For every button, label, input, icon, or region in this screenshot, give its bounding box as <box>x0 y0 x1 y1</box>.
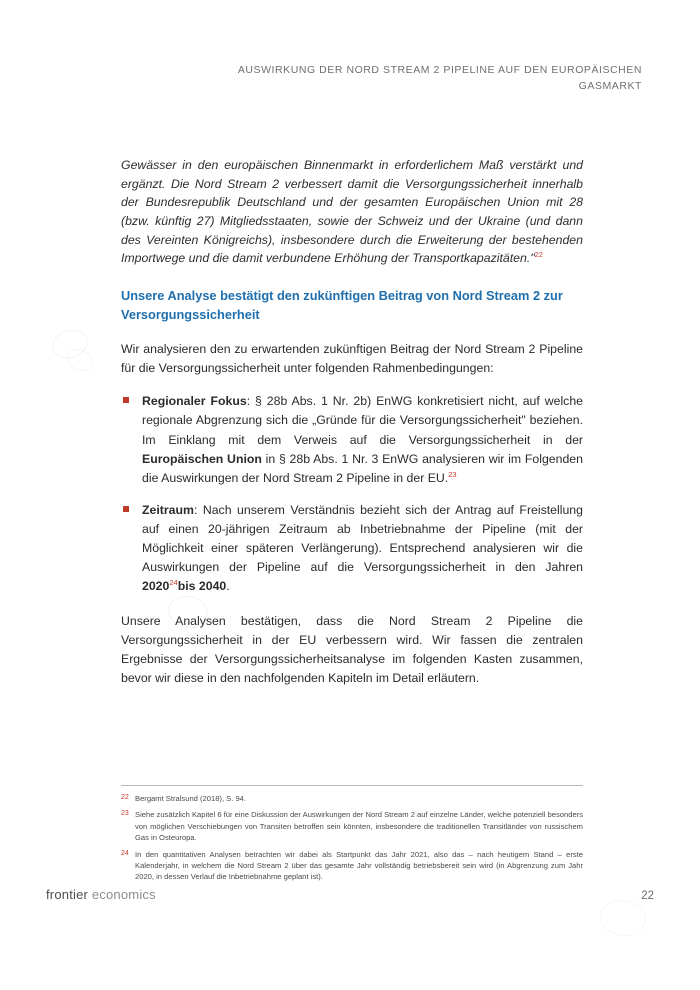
bullet-label-regionaler-fokus: Regionaler Fokus <box>142 394 247 409</box>
page-number: 22 <box>641 890 654 902</box>
square-bullet-icon <box>123 506 129 512</box>
brand-logo <box>46 887 156 902</box>
footnote-ref-24: 24 <box>169 577 178 587</box>
brand-name-sub: economics <box>91 887 156 902</box>
running-header-line-1: AUSWIRKUNG DER NORD STREAM 2 PIPELINE AUF DEN EUROPÄISCHEN <box>237 64 642 76</box>
footnote-ref-23: 23 <box>448 469 457 479</box>
bullet-text-part-1: : § 28b Abs. 1 Nr. 2b) EnWG konkretisiert nicht, auf welche regionale Abgrenzung sich die „Gründe für die Versorgungssicherheit" beziehen. Im Einklang mit dem Verweis auf die Versorgungssicherheit in der <box>142 394 583 447</box>
bullet-label-zeitraum: Zeitraum <box>142 502 194 517</box>
main-content <box>121 156 583 688</box>
scan-artifact <box>49 325 92 363</box>
page-title: Unsere Analyse bestätigt den zukünftigen Beitrag von Nord Stream 2 zur Versorgungssicherheit <box>121 288 563 322</box>
running-header <box>0 62 642 95</box>
bullet-list <box>121 392 583 596</box>
scan-artifact <box>63 345 96 374</box>
footnote-entry <box>121 809 583 843</box>
brand-name-main: frontier <box>46 887 89 902</box>
bullet-bold-europaeische-union: Europäischen Union <box>142 451 262 466</box>
block-quote <box>121 156 583 268</box>
list-item <box>121 392 583 487</box>
running-header-line-2: GASMARKT <box>578 80 642 93</box>
footnote-number: 23 <box>121 810 129 818</box>
bullet-text-part-2: in § 28b Abs. 1 Nr. 3 EnWG analysieren wir im Folgenden die Auswirkungen der Nord Stream 2 Pipeline in der EU. <box>142 451 583 485</box>
square-bullet-icon <box>123 397 129 403</box>
footnote-divider <box>121 785 583 786</box>
bullet-bold-bis-2040: bis 2040 <box>177 579 227 594</box>
closing-paragraph: Unsere Analysen bestätigen, dass die Nord Stream 2 Pipeline die Versorgungssicherheit in der EU verbessern wird. Wir fassen die zentralen Ergebnisse der Versorgungssicherheitsanalyse im folgenden Kasten zusammen, bevor wir diese in den nachfolgenden Kapiteln im Detail erläutern. <box>121 614 583 686</box>
footnote-area <box>121 785 583 888</box>
footnote-number: 24 <box>121 849 129 857</box>
list-item <box>121 501 583 596</box>
footnote-text: Siehe zusätzlich Kapitel 6 für eine Diskussion der Auswirkungen der Nord Stream 2 auf einzelne Länder, welche potenziell besonders von möglichen Verschiebungen von Transiten betroffen sein könnten, insbesondere die traditionellen Transitländer von russischem Gas in Osteuropa. <box>135 810 583 843</box>
footnote-entry <box>121 849 583 883</box>
block-quote-body: Gewässer in den europäischen Binnenmarkt in erforderlichem Maß verstärkt und ergänzt. Die Nord Stream 2 verbessert damit die Versorgungssicherheit innerhalb der Bundesrepublik Deutschland und der gesamten Europäischen Union mit 28 (bzw. künftig 27) Mitgliedsstaaten, sowie der Schweiz und der Ukraine (und dann des Vereinten Königreichs), insbesondere durch die Erweiterung der bestehenden Importwege und die damit verbundene Erhöhung der Transportkapazitäten." <box>121 158 583 266</box>
intro-paragraph: Wir analysieren den zu erwartenden zukünftigen Beitrag der Nord Stream 2 Pipeline für die Versorgungssicherheit unter folgenden Rahmenbedingungen: <box>121 342 583 376</box>
bullet-text-part-2: . <box>226 579 230 594</box>
footnote-ref-22: 22 <box>534 250 543 260</box>
footnote-text: In den quantitativen Analysen betrachten wir dabei als Startpunkt das Jahr 2021, also das – nach heutigem Stand – erste Kalenderjahr, in welchem die Nord Stream 2 über das gesamte Jahr vollständig betriebsbereit sein wird (in Abgrenzung zum Jahr 2020, in dessen Verlauf die Inbetriebnahme geplant ist). <box>135 849 583 882</box>
page-footer <box>46 887 654 902</box>
footnote-number: 22 <box>121 794 129 801</box>
footnote-text: Bergamt Stralsund (2018), S. 94. <box>135 794 247 803</box>
footnote-entry <box>121 793 583 804</box>
scan-artifact <box>598 897 649 939</box>
bullet-text-part-1: : Nach unserem Verständnis bezieht sich der Antrag auf Freistellung auf einen 20-jährigen Zeitraum ab Inbetriebnahme der Pipeline (mit der Möglichkeit einer späteren Verlängerung). Entsprechend analysieren wir die Auswirkungen der Pipeline auf die Versorgungssicherheit in den Jahren <box>142 502 583 574</box>
block-quote-text <box>121 156 583 268</box>
bullet-bold-2020: 2020 <box>142 579 170 594</box>
